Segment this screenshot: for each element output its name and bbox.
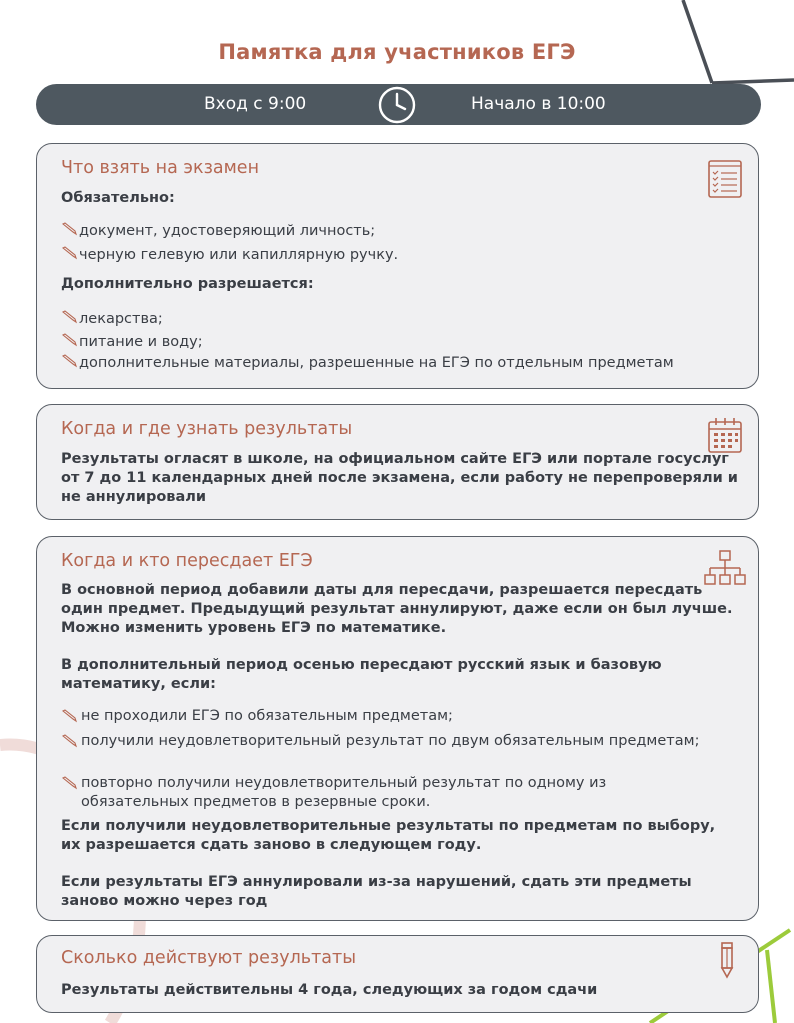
retake-para-elective: Если получили неудовлетворительные результаты по предметам по выбору, их разрешается сдать заново в следующем году. (61, 818, 716, 853)
results-text: Результаты огласят в школе, на официальном сайте ЕГЭ или портале госуслуг от 7 до 11 календарных дней после экзамена, если работу не перепроверяли и не аннулировали (61, 451, 738, 505)
list-item: документ, удостоверяющий личность; (61, 222, 375, 239)
pencil-icon (707, 940, 747, 980)
pencil-bullet-icon (61, 354, 79, 368)
pencil-bullet-icon (61, 222, 79, 236)
list-item: дополнительные материалы, разрешенные на ЕГЭ по отдельным предметам (61, 354, 674, 371)
pencil-bullet-icon (61, 333, 79, 347)
what-to-take-title: Что взять на экзамен (61, 158, 260, 178)
pencil-bullet-icon (61, 776, 79, 790)
retake-card (36, 536, 759, 921)
list-item: не проходили ЕГЭ по обязательным предметам; (61, 707, 741, 726)
list-item: черную гелевую или капиллярную ручку. (61, 246, 398, 263)
required-label: Обязательно: (61, 190, 175, 206)
validity-title: Сколько действуют результаты (61, 948, 357, 968)
schedule-banner (36, 84, 761, 125)
retake-title: Когда и кто пересдает ЕГЭ (61, 551, 313, 571)
retake-para-main-period: В основной период добавили даты для пересдачи, разрешается пересдать один предмет. Предыдущий результат аннулируют, даже если он был лучше. Можно изменить уровень ЕГЭ по математике. (61, 582, 733, 636)
results-card (36, 404, 759, 520)
pencil-bullet-icon (61, 709, 79, 723)
clock-icon (378, 86, 416, 124)
validity-text: Результаты действительны 4 года, следующих за годом сдачи (61, 982, 598, 998)
list-item: получили неудовлетворительный результат по двум обязательным предметам; (61, 732, 701, 751)
page-title: Памятка для участников ЕГЭ (218, 40, 576, 64)
pencil-bullet-icon (61, 734, 79, 748)
start-time: Начало в 10:00 (471, 94, 606, 114)
retake-para-extra-period: В дополнительный период осенью пересдают русский язык и базовую математику, если: (61, 657, 662, 692)
checklist-icon (705, 158, 745, 198)
results-title: Когда и где узнать результаты (61, 419, 353, 439)
entry-time: Вход с 9:00 (204, 94, 307, 114)
list-item: лекарства; (61, 310, 163, 327)
retake-para-annulled: Если результаты ЕГЭ аннулировали из-за нарушений, сдать эти предметы заново можно через год (61, 874, 692, 909)
pencil-bullet-icon (61, 246, 79, 260)
pencil-bullet-icon (61, 310, 79, 324)
validity-card (36, 935, 759, 1013)
list-item: повторно получили неудовлетворительный результат по одному из обязательных предметов в резервные сроки. (61, 774, 701, 812)
calendar-icon (705, 415, 745, 455)
list-item: питание и воду; (61, 333, 203, 350)
allowed-label: Дополнительно разрешается: (61, 276, 314, 292)
what-to-take-card (36, 143, 759, 389)
